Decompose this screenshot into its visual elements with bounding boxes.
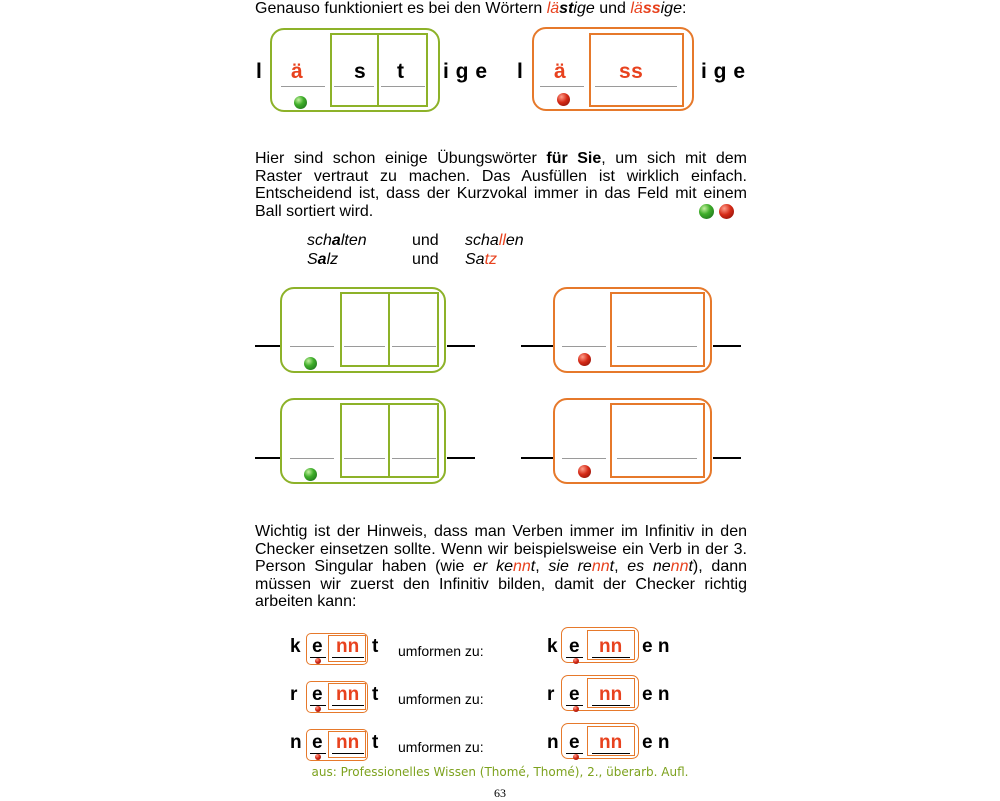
red-ball-icon xyxy=(557,93,570,106)
ending: t xyxy=(372,636,379,657)
green-ball-icon xyxy=(699,204,714,219)
paragraph-infinitive-hint: Wichtig ist der Hinweis, dass man Verben immer im Infinitiv in den Checker einsetzen sollte. Wenn wir beispielsweise ein Verb in der 3. Person Singular haben (wie er kennt, sie rennt, es nennt), dann müssen wir zuerst den Infinitiv bilden, damit der Checker richtig arbeiten kann: xyxy=(255,523,748,610)
umformen-label: umformen zu: xyxy=(398,643,484,659)
underline xyxy=(381,86,425,87)
consonant-nn: nn xyxy=(599,732,623,753)
consonant-t: t xyxy=(397,60,405,83)
underline xyxy=(334,86,374,87)
example-word: schalten xyxy=(307,232,367,249)
vowel-e: e xyxy=(312,636,323,657)
checker-inner-orange xyxy=(610,403,705,478)
ending: t xyxy=(372,732,379,753)
consonant-nn: nn xyxy=(336,732,360,753)
umformen-label: umformen zu: xyxy=(398,739,484,755)
example-word: Salz xyxy=(307,251,339,268)
intro-line: Genauso funktioniert es bei den Wörtern lästige und lässige: xyxy=(255,0,687,17)
red-ball-icon xyxy=(578,353,591,366)
red-ball-icon xyxy=(573,754,579,760)
underline xyxy=(281,86,325,87)
vowel-e: e xyxy=(312,684,323,705)
consonant-nn: nn xyxy=(336,684,360,705)
und-label: und xyxy=(412,232,439,249)
und-label: und xyxy=(412,251,439,268)
red-ball-icon xyxy=(578,465,591,478)
red-ball-icon xyxy=(315,754,321,760)
consonant-ss: ss xyxy=(619,60,644,83)
consonant-nn: nn xyxy=(336,636,360,657)
initial-letter: n xyxy=(547,732,559,753)
letter-l: l xyxy=(256,60,263,83)
example-word: schallen xyxy=(465,232,524,249)
red-ball-icon xyxy=(315,658,321,664)
ending-infinitive: e n xyxy=(642,732,670,753)
consonant-nn: nn xyxy=(599,684,623,705)
page-number: 63 xyxy=(494,786,506,800)
letter-l: l xyxy=(517,60,524,83)
red-ball-icon xyxy=(573,658,579,664)
green-ball-icon xyxy=(294,96,307,109)
umformen-label: umformen zu: xyxy=(398,691,484,707)
red-ball-icon xyxy=(719,204,734,219)
vowel-e: e xyxy=(569,732,580,753)
consonant-nn: nn xyxy=(599,636,623,657)
checker-divider xyxy=(377,33,379,107)
red-ball-icon xyxy=(573,706,579,712)
green-ball-icon xyxy=(304,468,317,481)
initial-letter: n xyxy=(290,732,302,753)
checker-inner-orange xyxy=(610,292,705,367)
green-ball-icon xyxy=(304,357,317,370)
initial-letter: k xyxy=(290,636,301,657)
example-word: Satz xyxy=(465,251,498,268)
source-citation: aus: Professionelles Wissen (Thomé, Thomé), 2., überarb. Aufl. xyxy=(311,765,689,779)
initial-letter: r xyxy=(290,684,298,705)
ending: t xyxy=(372,684,379,705)
checker-inner-green xyxy=(330,33,428,107)
paragraph-exercise-intro: Hier sind schon einige Übungswörter für Sie, um sich mit dem Raster vertraut zu machen. Das Ausfüllen ist wirklich einfach. Entscheidend ist, dass der Kurzvokal immer in das Feld mit einem Ball sortiert wird. xyxy=(255,150,747,220)
initial-letter: r xyxy=(547,684,555,705)
vowel-e: e xyxy=(569,684,580,705)
suffix: i g e xyxy=(443,60,488,83)
suffix: i g e xyxy=(701,60,746,83)
consonant-s: s xyxy=(354,60,367,83)
underline xyxy=(540,86,584,87)
ending-infinitive: e n xyxy=(642,636,670,657)
vowel-e: e xyxy=(312,732,323,753)
red-ball-icon xyxy=(315,706,321,712)
vowel-e: e xyxy=(569,636,580,657)
vowel-a-umlaut: ä xyxy=(554,60,567,83)
initial-letter: k xyxy=(547,636,558,657)
ending-infinitive: e n xyxy=(642,684,670,705)
underline xyxy=(595,86,677,87)
vowel-a-umlaut: ä xyxy=(291,60,304,83)
